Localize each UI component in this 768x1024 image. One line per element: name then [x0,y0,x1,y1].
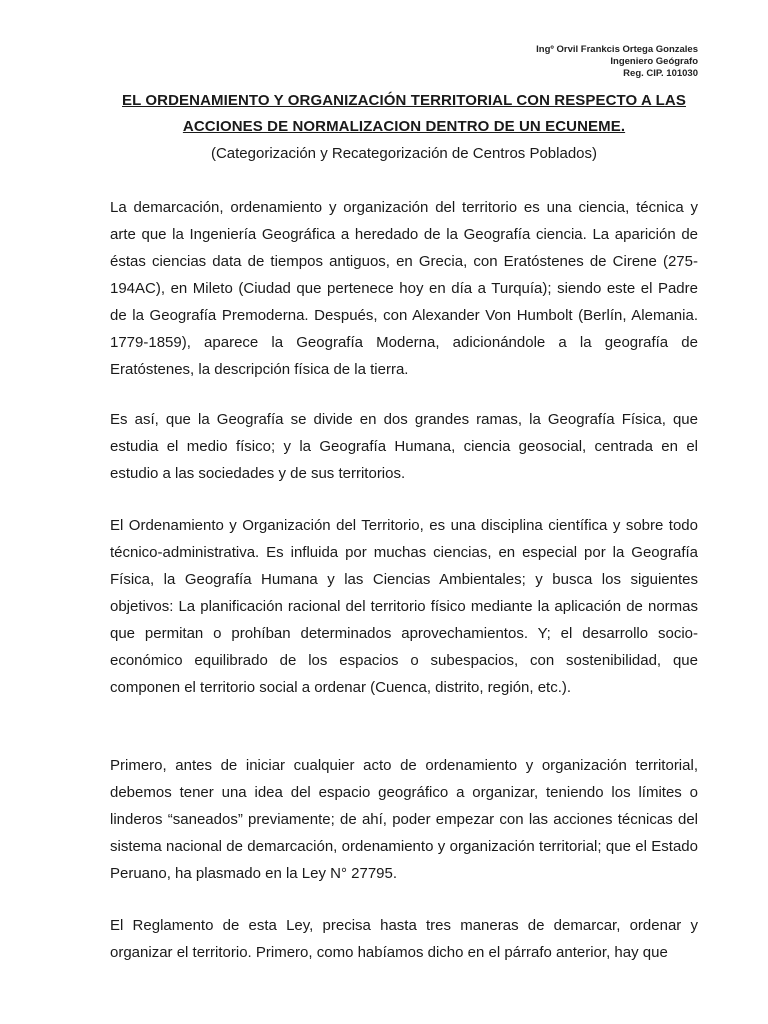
author-title: Ingeniero Geógrafo [610,56,698,67]
document-title-line-1: EL ORDENAMIENTO Y ORGANIZACIÓN TERRITORIAL CON RESPECTO A LAS [122,92,686,109]
author-name: Ingº Orvil Frankcis Ortega Gonzales [536,44,698,55]
document-subtitle: (Categorización y Recategorización de Centros Poblados) [210,145,598,162]
author-block [536,44,698,80]
document-title-line-2: ACCIONES DE NORMALIZACION DENTRO DE UN ECUNEME. [182,118,626,135]
paragraph: Primero, antes de iniciar cualquier acto de ordenamiento y organización territorial, debemos tener una idea del espacio geográfico a organizar, teniendo los límites o linderos “saneados” previamente; de ahí, poder empezar con las acciones técnicas del sistema nacional de demarcación, ordenamiento y organización territorial; que el Estado Peruano, ha plasmado en la Ley N° 27795. [110,757,698,882]
paragraph: El Ordenamiento y Organización del Territorio, es una disciplina científica y sobre todo técnico-administrativa. Es influida por muchas ciencias, en especial por la Geografía Física, la Geografía Humana y las Ciencias Ambientales; y busca los siguientes objetivos: La planificación racional del territorio físico mediante la aplicación de normas que permitan o prohíban determinados aprovechamientos. Y; el desarrollo socio-económico equilibrado de los espacios o subespacios, con sostenibilidad, que componen el territorio social a ordenar (Cuenca, distrito, región, etc.). [110,517,698,696]
paragraph: Es así, que la Geografía se divide en dos grandes ramas, la Geografía Física, que estudia el medio físico; y la Geografía Humana, ciencia geosocial, centrada en el estudio a las sociedades y de sus territorios. [110,411,698,482]
paragraph: El Reglamento de esta Ley, precisa hasta tres maneras de demarcar, ordenar y organizar el territorio. Primero, como habíamos dicho en el párrafo anterior, hay que [110,917,698,961]
author-registration: Reg. CIP. 101030 [623,68,698,79]
paragraph: La demarcación, ordenamiento y organización del territorio es una ciencia, técnica y arte que la Ingeniería Geográfica a heredado de la Geografía ciencia. La aparición de éstas ciencias data de tiempos antiguos, en Grecia, con Eratóstenes de Cirene (275-194AC), en Mileto (Ciudad que pertenece hoy en día a Turquía); siendo este el Padre de la Geografía Premoderna. Después, con Alexander Von Humbolt (Berlín, Alemania. 1779-1859), aparece la Geografía Moderna, adicionándole a la geografía de Eratóstenes, la descripción física de la tierra. [110,199,698,378]
